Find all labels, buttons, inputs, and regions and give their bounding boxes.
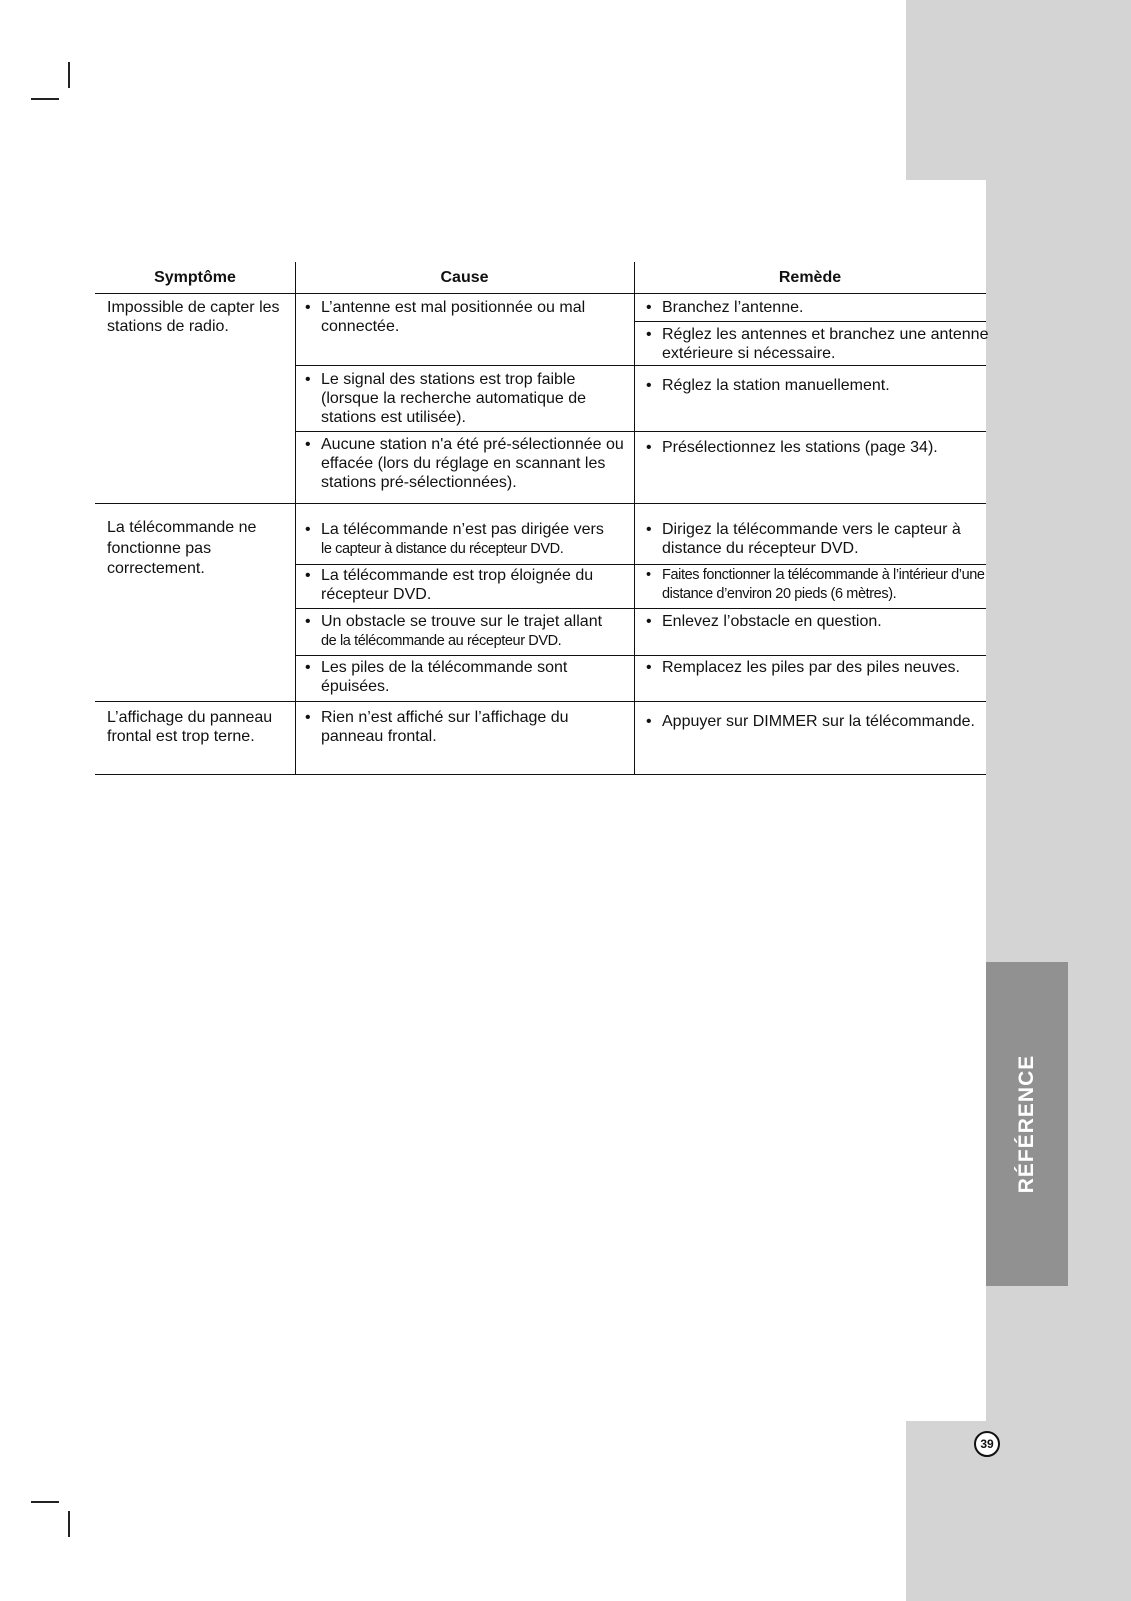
cause-cell: • Les piles de la télécommande sont épuisées. (305, 658, 631, 696)
remedy-cell: • Réglez les antennes et branchez une antenne extérieure si nécessaire. (646, 325, 992, 363)
cell-rule (295, 655, 986, 656)
side-band-bottom (906, 1421, 1131, 1601)
remedy-cell: • Remplacez les piles par des piles neuves. (646, 658, 992, 677)
cell-rule (634, 321, 986, 322)
cause-line: le capteur à distance du récepteur DVD. (321, 541, 564, 557)
remedy-cell: • Faites fonctionner la télécommande à l’intérieur d’une distance d’environ 20 pieds (6 mètres). (646, 566, 992, 604)
column-divider (295, 262, 296, 774)
cause-line: de la télécommande au récepteur DVD. (321, 633, 562, 649)
cause-line: La télécommande n’est pas dirigée vers (321, 521, 604, 538)
cause-cell: • Le signal des stations est trop faible (lorsque la recherche automatique de stations est utilisée). (305, 370, 631, 427)
header-cause: Cause (440, 269, 489, 286)
cell-rule (295, 608, 986, 609)
crop-mark-top-h (31, 98, 59, 100)
remedy-cell: • Branchez l’antenne. (646, 298, 992, 317)
row-rule (95, 503, 986, 504)
cause-cell: • L’antenne est mal positionnée ou mal connectée. (305, 298, 631, 336)
cell-rule (295, 365, 986, 366)
row-rule (95, 701, 986, 702)
page-number: 39 (974, 1431, 1000, 1457)
side-band-top (906, 0, 1131, 180)
cause-line: Un obstacle se trouve sur le trajet allant (321, 613, 603, 630)
column-divider (634, 262, 635, 774)
remedy-cell: • Dirigez la télécommande vers le capteur à distance du récepteur DVD. (646, 520, 992, 558)
remedy-cell: • Appuyer sur DIMMER sur la télécommande. (646, 712, 992, 731)
header-symptom: Symptôme (154, 269, 236, 286)
cause-cell (305, 612, 641, 651)
crop-mark-bottom-v (68, 1511, 70, 1537)
symptom-cell: Impossible de capter les stations de radio. (107, 299, 280, 335)
cause-cell: • Rien n’est affiché sur l’affichage du panneau frontal. (305, 708, 631, 746)
header-remedy: Remède (778, 269, 842, 286)
crop-mark-bottom-h (31, 1501, 59, 1503)
crop-mark-top-v (68, 62, 70, 88)
remedy-cell: • Enlevez l’obstacle en question. (646, 612, 992, 631)
cell-rule (295, 564, 986, 565)
symptom-cell: La télécommande ne fonctionne pas correctement. (107, 519, 257, 577)
section-tab-label: RÉFÉRENCE (1015, 1054, 1038, 1194)
table-bottom-rule (95, 774, 986, 775)
cell-rule (295, 431, 986, 432)
cause-cell (305, 520, 641, 559)
cause-cell: • Aucune station n'a été pré-sélectionnée ou effacée (lors du réglage en scannant les stations pré-sélectionnées). (305, 435, 631, 492)
remedy-cell: • Réglez la station manuellement. (646, 376, 992, 395)
header-rule (95, 293, 986, 294)
remedy-cell: • Présélectionnez les stations (page 34). (646, 438, 992, 457)
symptom-cell: L’affichage du panneau frontal est trop terne. (107, 709, 273, 745)
cause-cell: • La télécommande est trop éloignée du récepteur DVD. (305, 566, 631, 604)
